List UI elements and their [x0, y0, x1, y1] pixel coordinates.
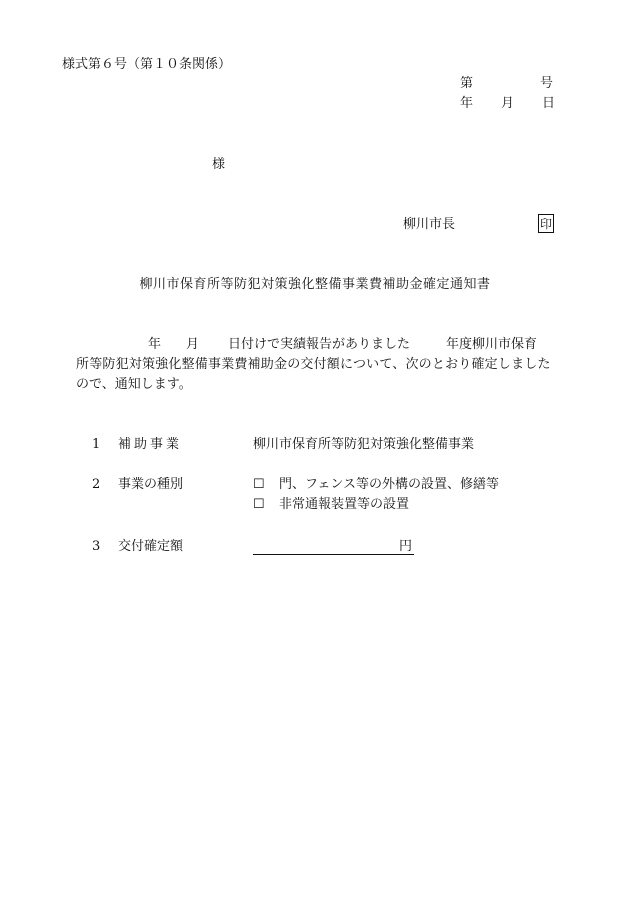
document-title: 柳川市保育所等防犯対策強化整備事業費補助金確定通知書	[139, 277, 491, 292]
body-month: 月	[186, 337, 200, 352]
body-line-3: ので、通知します。	[76, 377, 192, 392]
checkbox-icon[interactable]: ☐	[253, 477, 265, 492]
issuer: 柳川市長	[403, 217, 456, 232]
item-value-1: 柳川市保育所等防犯対策強化整備事業	[253, 437, 475, 452]
item-label-3: 交付確定額	[118, 539, 184, 554]
doc-number-suffix: 号	[540, 76, 554, 91]
option-row-1	[253, 478, 499, 491]
item-label-1: 補助事業	[118, 437, 183, 452]
item-number-1: 1	[92, 437, 101, 452]
doc-number-prefix: 第	[460, 76, 474, 91]
date-month: 月	[501, 96, 515, 111]
checkbox-icon[interactable]: ☐	[253, 497, 265, 512]
body-year: 年	[148, 337, 162, 352]
option-label-1: 門、フェンス等の外構の設置、修繕等	[279, 477, 499, 492]
option-label-2: 非常通報装置等の設置	[279, 497, 410, 512]
seal-char: 印	[539, 216, 552, 231]
amount-unit: 円	[399, 539, 413, 554]
body-text-1: 日付けで実績報告がありました	[228, 337, 411, 352]
date-year: 年	[460, 96, 474, 111]
item-label-2: 事業の種別	[118, 477, 184, 492]
addressee-suffix: 様	[212, 157, 226, 172]
amount-field[interactable]	[253, 540, 414, 555]
date-day: 日	[542, 96, 556, 111]
item-number-3: 3	[92, 539, 101, 554]
form-number: 様式第６号（第１０条関係）	[62, 57, 232, 72]
option-row-2	[253, 498, 409, 511]
seal-mark	[538, 214, 554, 233]
item-number-2: 2	[92, 477, 101, 492]
body-text-2: 年度柳川市保育	[446, 337, 538, 352]
body-line-2: 所等防犯対策強化整備事業費補助金の交付額について、次のとおり確定しました	[76, 357, 551, 372]
